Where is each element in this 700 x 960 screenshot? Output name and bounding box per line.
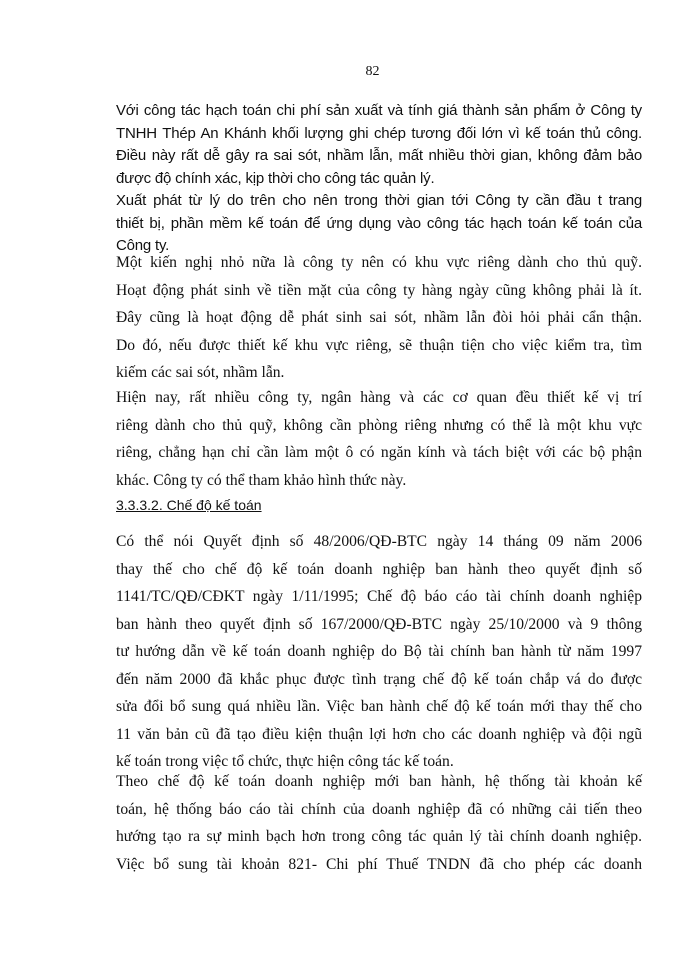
text-line: riêng, chẳng hạn chỉ cần làm một ô có ngăn kính và tách biệt với các bộ phận — [116, 444, 642, 461]
paragraph-accounting-manual — [116, 100, 642, 190]
page-number: 82 — [365, 64, 380, 79]
text-line: Có thể nói Quyết định số 48/2006/QĐ-BTC ngày 14 tháng 09 năm 2006 — [116, 533, 642, 550]
text-line: thiết bị, phần mềm kế toán để ứng dụng vào công tác hạch toán kế toán của — [116, 214, 642, 232]
text-line: kế toán trong việc tổ chức, thực hiện công tác kế toán. — [116, 753, 454, 770]
text-line: 11 văn bản cũ đã tạo điều kiện thuận lợi hơn cho các doanh nghiệp và đội ngũ — [116, 725, 642, 743]
paragraph-decision-48 — [116, 528, 642, 776]
text-line: TNHH Thép An Khánh khối lượng ghi chép tương đối lớn vì kế toán thủ công. — [116, 124, 642, 142]
text-line: được độ chính xác, kịp thời cho công tác quản lý. — [116, 169, 435, 187]
text-line: Do đó, nếu được thiết kế khu vực riêng, sẽ thuận tiện cho việc kiểm tra, tìm — [116, 336, 642, 354]
text-line: Theo chế độ kế toán doanh nghiệp mới ban hành, hệ thống tài khoản kế — [116, 773, 642, 790]
text-line: riêng dành cho thủ quỹ, không cần phòng riêng nhưng có thể là một khu vực — [116, 416, 642, 434]
text-line: đến năm 2000 đã khắc phục được tình trạng chế độ kế toán chắp vá do được — [116, 670, 642, 688]
text-line: sửa đổi bổ sung quá nhiều lần. Việc ban hành chế độ kế toán mới thay thế cho — [116, 698, 642, 715]
text-line: tư hướng dẫn về kế toán doanh nghiệp do Bộ tài chính ban hành từ năm 1997 — [116, 643, 642, 660]
text-line: Điều này rất dễ gây ra sai sót, nhầm lẫn, mất nhiều thời gian, không đảm bảo — [116, 147, 642, 164]
text-line: toán, hệ thống báo cáo tài chính của doanh nghiệp đã có những cải tiến theo — [116, 800, 642, 818]
text-line: hướng tạo ra sự minh bạch hơn trong công tác quản lý tài chính doanh nghiệp. — [116, 828, 642, 845]
text-line: thay thế cho chế độ kế toán doanh nghiệp ban hành theo quyết định số — [116, 560, 642, 578]
text-line: Đây cũng là hoạt động dễ phát sinh sai sót, nhầm lẫn đòi hỏi phải cẩn thận. — [116, 309, 642, 326]
text-line: Công ty. — [116, 237, 170, 254]
section-heading: 3.3.3.2. Chế độ kế toán — [116, 497, 262, 513]
text-line: Hiện nay, rất nhiều công ty, ngân hàng và các cơ quan đều thiết kế vị trí — [116, 389, 642, 406]
text-line: Xuất phát từ lý do trên cho nên trong thời gian tới Công ty cần đầu t trang — [116, 192, 642, 209]
text-line: Với công tác hạch toán chi phí sản xuất và tính giá thành sản phẩm ở Công ty — [116, 102, 642, 119]
text-line: khác. Công ty có thể tham khảo hình thức này. — [116, 471, 407, 489]
paragraph-cashier-area — [116, 249, 642, 387]
text-line: ban hành theo quyết định số 167/2000/QĐ-BTC ngày 25/10/2000 và 9 thông — [116, 615, 642, 633]
paragraph-new-regime — [116, 768, 642, 878]
text-line: Hoạt động phát sinh về tiền mặt của công ty hàng ngày cũng không phải là ít. — [116, 281, 642, 299]
text-line: kiếm các sai sót, nhầm lẫn. — [116, 364, 285, 381]
text-line: Một kiến nghị nhỏ nữa là công ty nên có khu vực riêng dành cho thủ quỹ. — [116, 254, 642, 271]
text-line: Việc bổ sung tài khoản 821- Chi phí Thuế TNDN đã cho phép các doanh — [116, 855, 642, 873]
text-line: 1141/TC/QĐ/CĐKT ngày 1/11/1995; Chế độ báo cáo tài chính doanh nghiệp — [116, 588, 642, 605]
paragraph-cashier-examples — [116, 384, 642, 494]
paragraph-software-investment — [116, 190, 642, 258]
